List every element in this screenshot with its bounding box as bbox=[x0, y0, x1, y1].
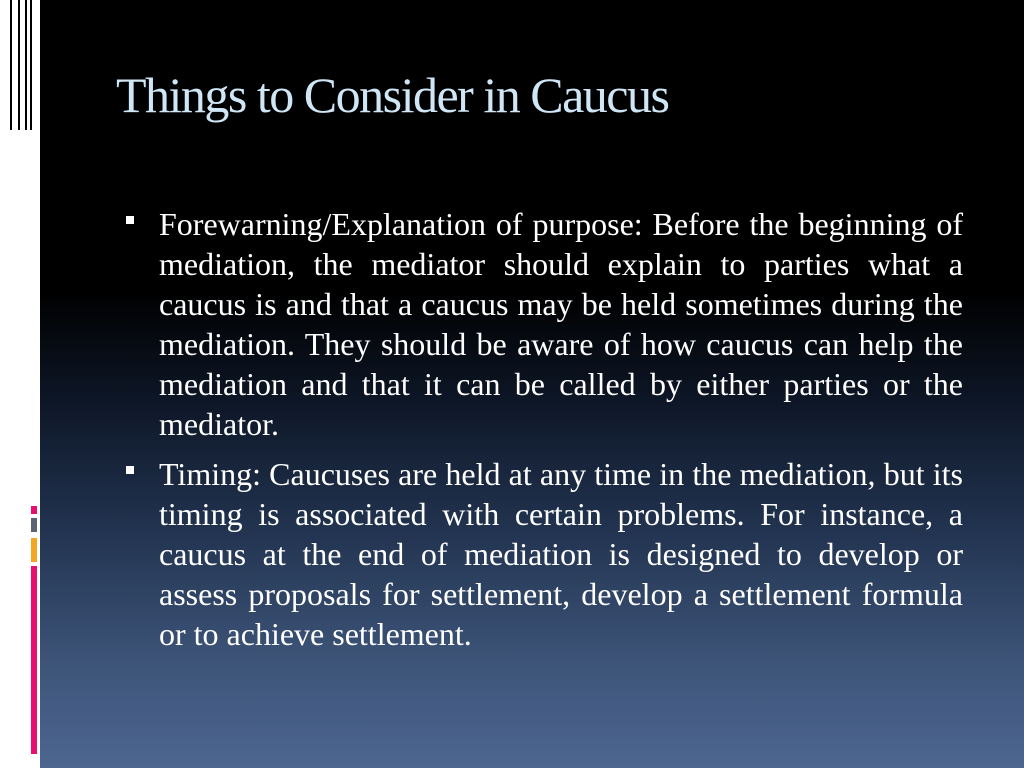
bullet-list bbox=[118, 204, 963, 664]
left-decorative-strip bbox=[0, 0, 40, 768]
bullet-text: Timing: Caucuses are held at any time in the mediation, but its timing is associated with certain problems. For instance, a caucus at the end of mediation is designed to develop or assess proposals for settlement, develop a settlement formula or to achieve settlement. bbox=[159, 456, 963, 652]
square-bullet-icon bbox=[126, 216, 134, 224]
slide bbox=[40, 0, 1024, 768]
bullet-item bbox=[118, 204, 963, 444]
accent-bar-gray bbox=[31, 518, 37, 532]
bullet-item bbox=[118, 454, 963, 654]
slide-title: Things to Consider in Caucus bbox=[116, 67, 669, 123]
accent-bar-pink-long bbox=[31, 566, 37, 754]
vertical-lines-decoration bbox=[8, 0, 36, 130]
bullet-text: Forewarning/Explanation of purpose: Before the beginning of mediation, the mediator should explain to parties what a caucus is and that a caucus may be held sometimes during the mediation. They should be aware of how caucus can help the mediation and that it can be called by either parties or the mediator. bbox=[159, 206, 963, 442]
square-bullet-icon bbox=[126, 466, 134, 474]
accent-bar-orange bbox=[31, 538, 37, 562]
accent-bar-pink-top bbox=[31, 506, 37, 514]
